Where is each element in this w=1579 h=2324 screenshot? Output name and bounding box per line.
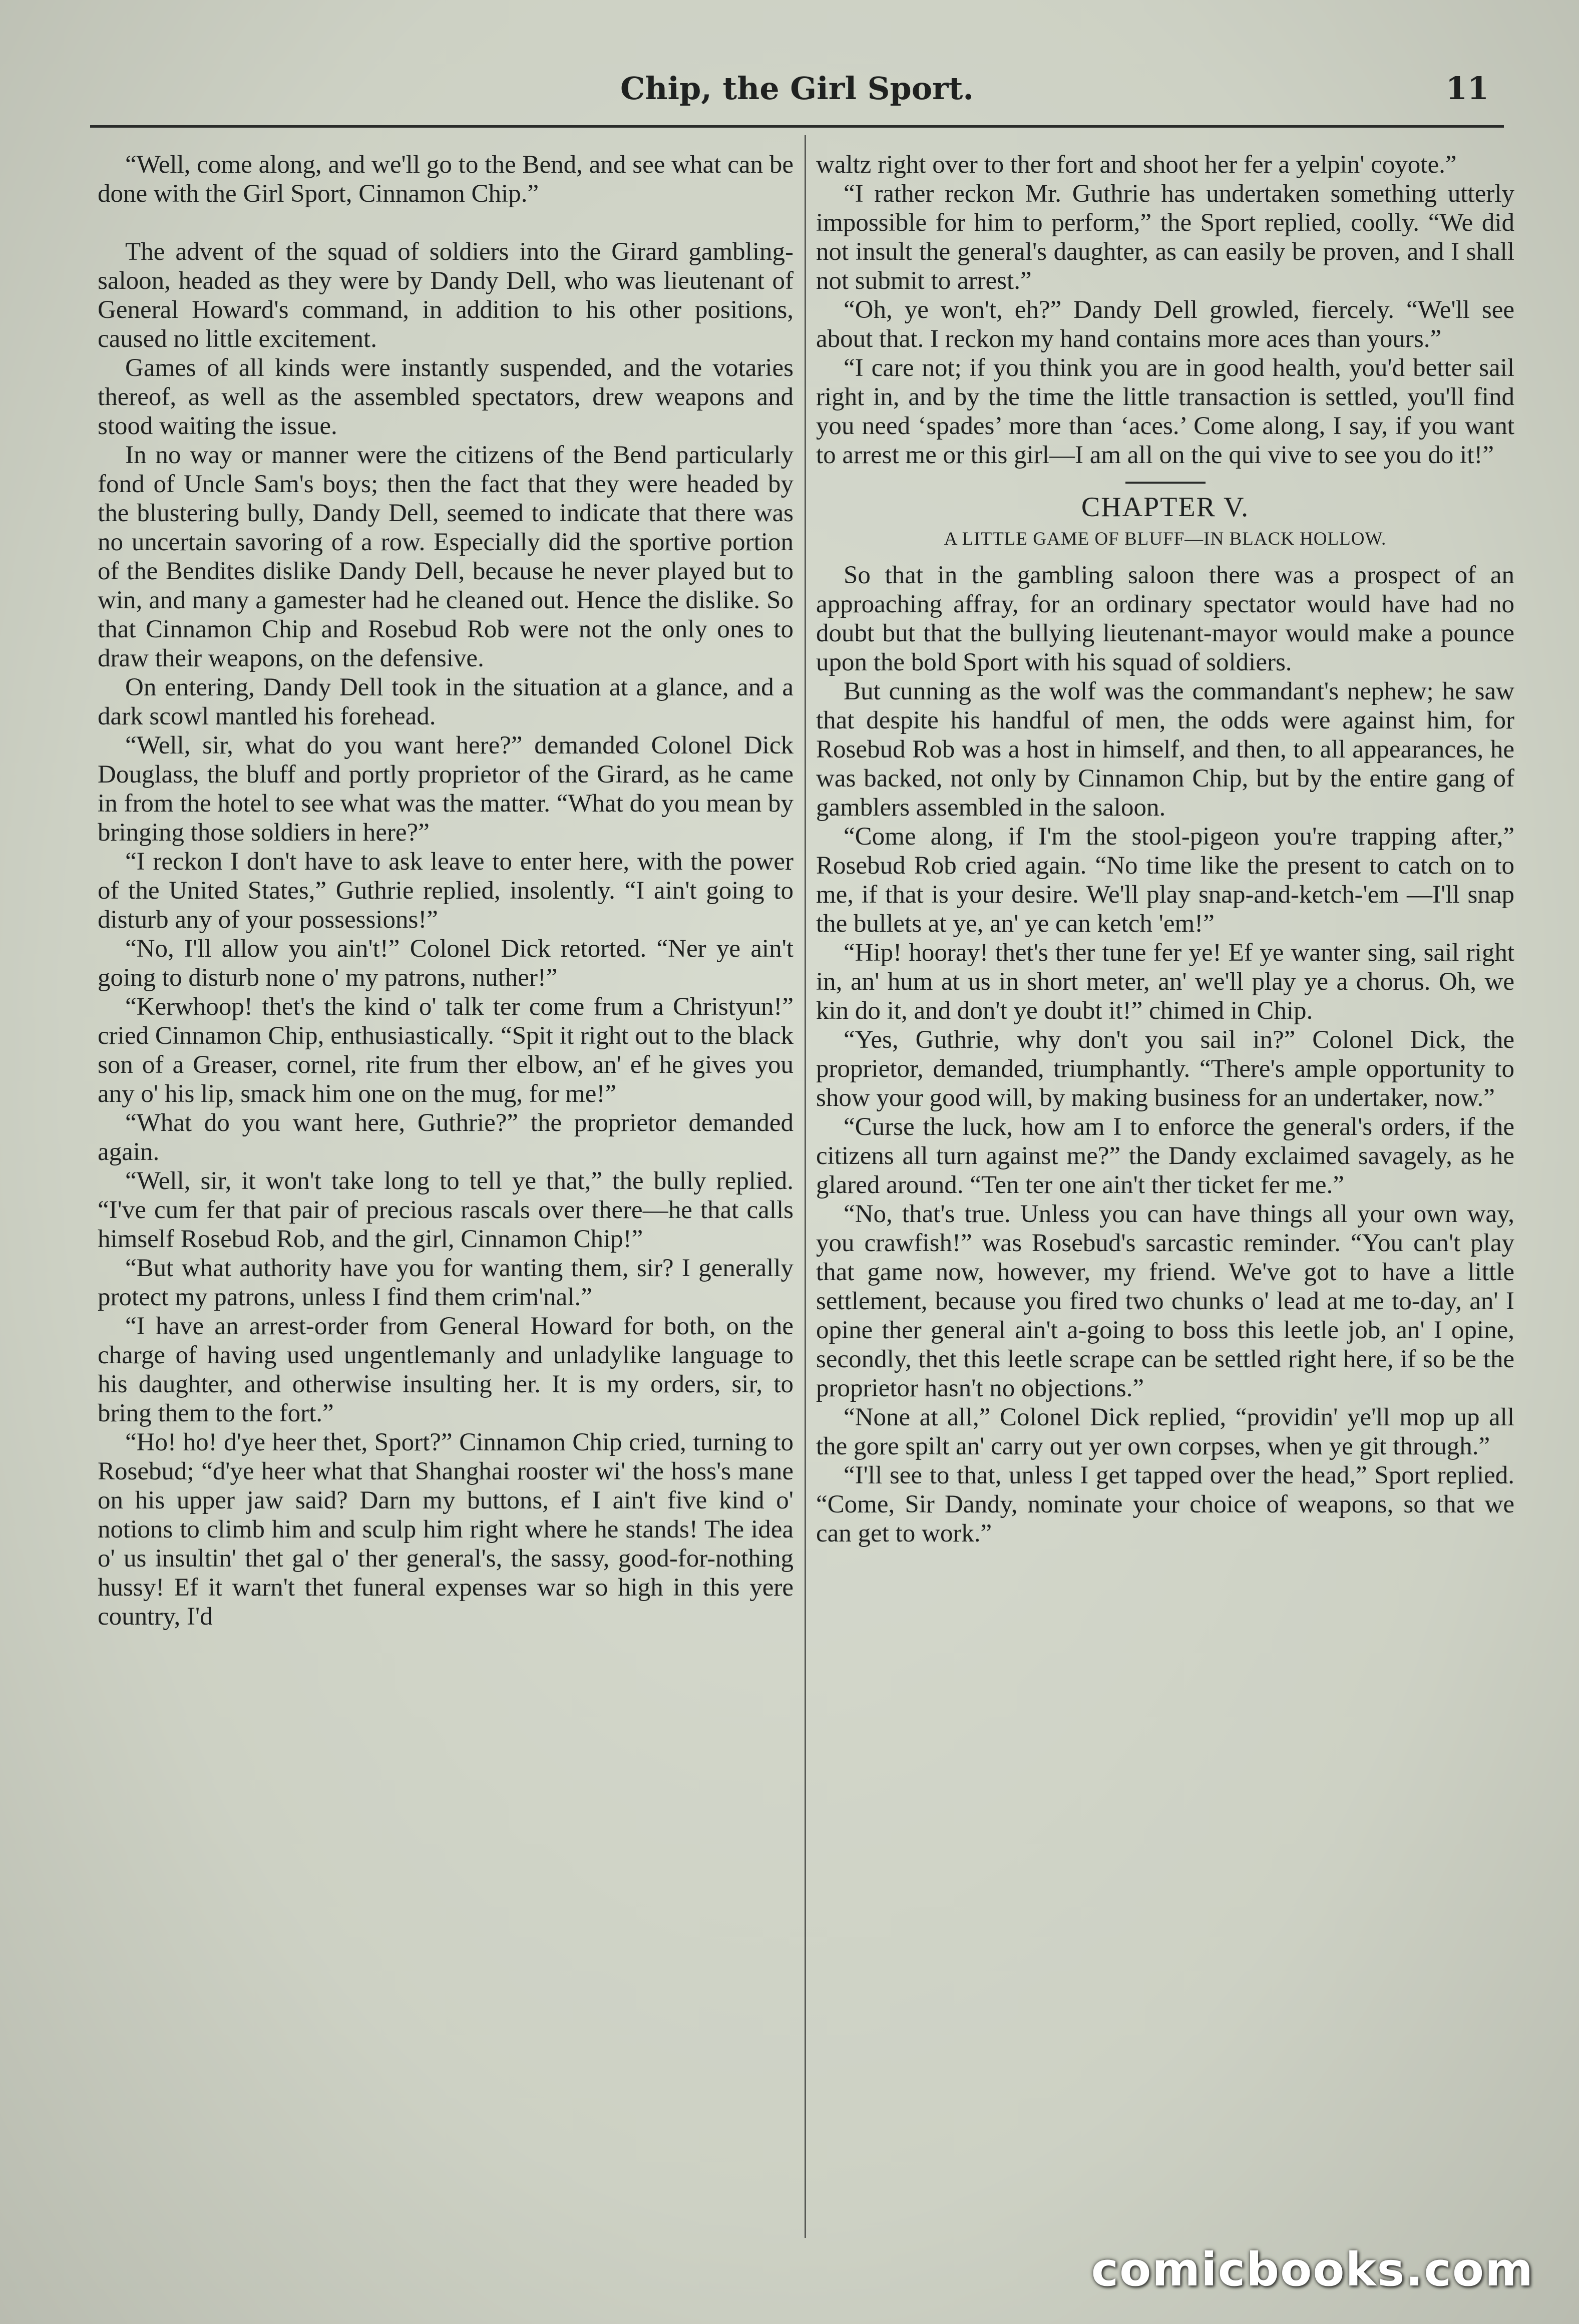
chapter-subtitle: A LITTLE GAME OF BLUFF—IN BLACK HOLLOW.	[944, 529, 1387, 549]
paragraph: “What do you want here, Guthrie?” the proprietor demanded again.	[98, 1109, 794, 1166]
paragraph: “Come along, if I'm the stool-pigeon you're trapping after,” Rosebud Rob cried again. “No time like the present to catch on to me, if that is your desire. We'll play snap-and-ketch-'em —I'll snap the bullets at ye, an' ye can ketch 'em!”	[816, 823, 1514, 938]
right-column	[816, 150, 1514, 2228]
paragraph: “No, I'll allow you ain't!” Colonel Dick retorted. “Ner ye ain't going to disturb none o' my patrons, nuther!”	[98, 935, 794, 992]
page-number: 11	[1445, 70, 1489, 107]
paragraph: waltz right over to ther fort and shoot her fer a yelpin' coyote.”	[816, 151, 1457, 179]
chapter-rule	[1125, 482, 1206, 484]
paragraph: “Well, come along, and we'll go to the Bend, and see what can be done with the Girl Sport, Cinnamon Chip.”	[98, 151, 794, 208]
paragraph: “Hip! hooray! thet's ther tune fer ye! Ef ye wanter sing, sail right in, an' hum at us in short meter, an' we'll play ye a chorus. Oh, we kin do it, and don't ye doubt it!” chimed in Chip.	[816, 939, 1514, 1025]
paragraph: “Kerwhoop! thet's the kind o' talk ter come frum a Christyun!” cried Cinnamon Chip, enthusiastically. “Spit it right out to the black son of a Greaser, cornel, rite frum ther elbow, an' ef he gives you any o' his lip, smack him one on the mug, for me!”	[98, 993, 794, 1108]
paragraph: “But what authority have you for wanting them, sir? I generally protect my patrons, unless I find them crim'nal.”	[98, 1254, 794, 1311]
paragraph: “Ho! ho! d'ye heer thet, Sport?” Cinnamon Chip cried, turning to Rosebud; “d'ye heer what that Shanghai rooster wi' the hoss's mane on his upper jaw said? Darn my buttons, ef I ain't five kind o' notions to climb him and sculp him right where he stands! The idea o' us insultin' thet gal o' ther general's, the sassy, good-for-nothing hussy! Ef it warn't thet funeral expenses war so high in this yere country, I'd	[98, 1428, 794, 1631]
left-column	[98, 150, 794, 2228]
paragraph: “I'll see to that, unless I get tapped over the head,” Sport replied. “Come, Sir Dandy, nominate your choice of weapons, so that we can get to work.”	[816, 1461, 1514, 1547]
paragraph: On entering, Dandy Dell took in the situation at a glance, and a dark scowl mantled his forehead.	[98, 673, 794, 730]
paragraph: “None at all,” Colonel Dick replied, “providin' ye'll mop up all the gore spilt an' carry out yer own corpses, when ye git through.”	[816, 1403, 1514, 1460]
paragraph: “Oh, ye won't, eh?” Dandy Dell growled, fiercely. “We'll see about that. I reckon my hand contains more aces than yours.”	[816, 296, 1514, 353]
paragraph: Games of all kinds were instantly suspended, and the votaries thereof, as well as the assembled spectators, drew weapons and stood waiting the issue.	[98, 354, 794, 440]
paragraph: So that in the gambling saloon there was a prospect of an approaching affray, for an ordinary spectator would have had no doubt but that the bullying lieutenant-mayor would make a pounce upon the bold Sport with his squad of soldiers.	[816, 561, 1514, 676]
paragraph: But cunning as the wolf was the commandant's nephew; he saw that despite his handful of men, the odds were against him, for Rosebud Rob was a host in himself, and then, to all appearances, he was backed, not only by Cinnamon Chip, but by the entire gang of gamblers assembled in the saloon.	[816, 677, 1514, 822]
paragraph: “I care not; if you think you are in good health, you'd better sail right in, and by the time the little transaction is settled, you'll find you need ‘spades’ more than ‘aces.’ Come along, I say, if you want to arrest me or this girl—I am all on the qui vive to see you do it!”	[816, 354, 1514, 469]
watermark: comicbooks.com	[1091, 2243, 1534, 2296]
paragraph: “Well, sir, it won't take long to tell ye that,” the bully replied. “I've cum fer that pair of precious rascals over there—he that calls himself Rosebud Rob, and the girl, Cinnamon Chip!”	[98, 1167, 794, 1253]
page-header	[90, 70, 1504, 128]
paragraph: “Yes, Guthrie, why don't you sail in?” Colonel Dick, the proprietor, demanded, triumphantly. “There's ample opportunity to show your good will, by making business for an undertaker, now.”	[816, 1026, 1514, 1112]
paragraph: “Curse the luck, how am I to enforce the general's orders, if the citizens all turn against me?” the Dandy exclaimed savagely, as he glared around. “Ten ter one ain't ther ticket fer me.”	[816, 1113, 1514, 1199]
running-title: Chip, the Girl Sport.	[620, 70, 974, 107]
paragraph: “No, that's true. Unless you can have things all your own way, you crawfish!” was Rosebud's sarcastic reminder. “You can't play that game now, however, my friend. We've got to have a little settlement, because you fired two chunks o' lead at me to-day, an' I opine ther general ain't a-going to boss this leetle job, an' I opine, secondly, thet this leetle scrape can be settled right here, if so be the proprietor hasn't no objections.”	[816, 1200, 1514, 1402]
paragraph: In no way or manner were the citizens of the Bend particularly fond of Uncle Sam's boys; then the fact that they were headed by the blustering bully, Dandy Dell, seemed to indicate that there was no uncertain savoring of a row. Especially did the sportive portion of the Bendites dislike Dandy Dell, because he never played but to win, and many a gamester had he cleaned out. Hence the dislike. So that Cinnamon Chip and Rosebud Rob were not the only ones to draw their weapons, on the defensive.	[98, 441, 794, 672]
paragraph: The advent of the squad of soldiers into the Girard gambling-saloon, headed as they were by Dandy Dell, who was lieutenant of General Howard's command, in addition to his other positions, caused no little excitement.	[98, 238, 794, 353]
chapter-title: CHAPTER V.	[1081, 492, 1250, 523]
column-divider	[805, 135, 806, 2238]
paragraph: “I rather reckon Mr. Guthrie has undertaken something utterly impossible for him to perform,” the Sport replied, coolly. “We did not insult the general's daughter, as can easily be proven, and I shall not submit to arrest.”	[816, 180, 1514, 295]
paragraph: “I reckon I don't have to ask leave to enter here, with the power of the United States,” Guthrie replied, insolently. “I ain't going to disturb any of your possessions!”	[98, 848, 794, 934]
paragraph: “I have an arrest-order from General Howard for both, on the charge of having used ungentlemanly and unladylike language to his daughter, and otherwise insulting her. It is my orders, sir, to bring them to the fort.”	[98, 1312, 794, 1427]
paragraph: “Well, sir, what do you want here?” demanded Colonel Dick Douglass, the bluff and portly proprietor of the Girard, as he came in from the hotel to see what was the matter. “What do you mean by bringing those soldiers in here?”	[98, 731, 794, 847]
